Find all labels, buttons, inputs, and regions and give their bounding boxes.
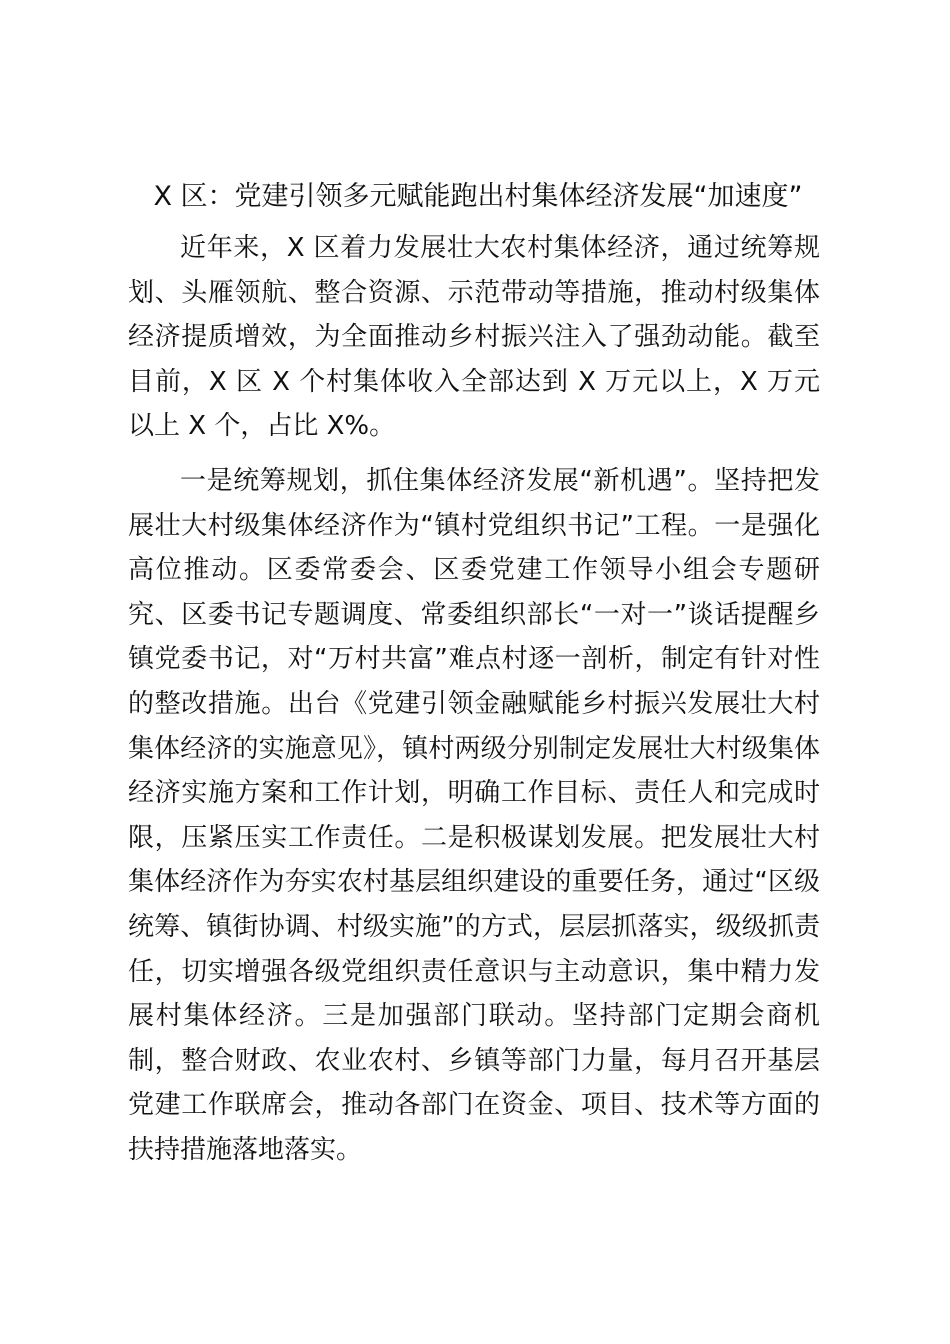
document-body [128,226,820,1172]
document-title: X 区：党建引领多元赋能跑出村集体经济发展“加速度” [153,181,803,212]
paragraph-intro: 近年来，X 区着力发展壮大农村集体经济，通过统筹规划、头雁领航、整合资源、示范带动等措施，推动村级集体经济提质增效，为全面推动乡村振兴注入了强劲动能。截至目前，X 区 X 个村集体收入全部达到 X 万元以上，X 万元以上 X 个，占比 X%。 [128,233,820,442]
paragraph-planning: 一是统筹规划，抓住集体经济发展“新机遇”。坚持把发展壮大村级集体经济作为“镇村党组织书记”工程。一是强化高位推动。区委常委会、区委党建工作领导小组会专题研究、区委书记专题调度、常委组织部长“一对一”谈话提醒乡镇党委书记，对“万村共富”难点村逐一剖析，制定有针对性的整改措施。出台《党建引领金融赋能乡村振兴发展壮大村集体经济的实施意见》，镇村两级分别制定发展壮大村级集体经济实施方案和工作计划，明确工作目标、责任人和完成时限，压紧压实工作责任。二是积极谋划发展。把发展壮大村集体经济作为夯实农村基层组织建设的重要任务，通过“区级统筹、镇街协调、村级实施”的方式，层层抓落实，级级抓责任，切实增强各级党组织责任意识与主动意识，集中精力发展村集体经济。三是加强部门联动。坚持部门定期会商机制，整合财政、农业农村、乡镇等部门力量，每月召开基层党建工作联席会，推动各部门在资金、项目、技术等方面的扶持措施落地落实。 [128,465,820,1165]
